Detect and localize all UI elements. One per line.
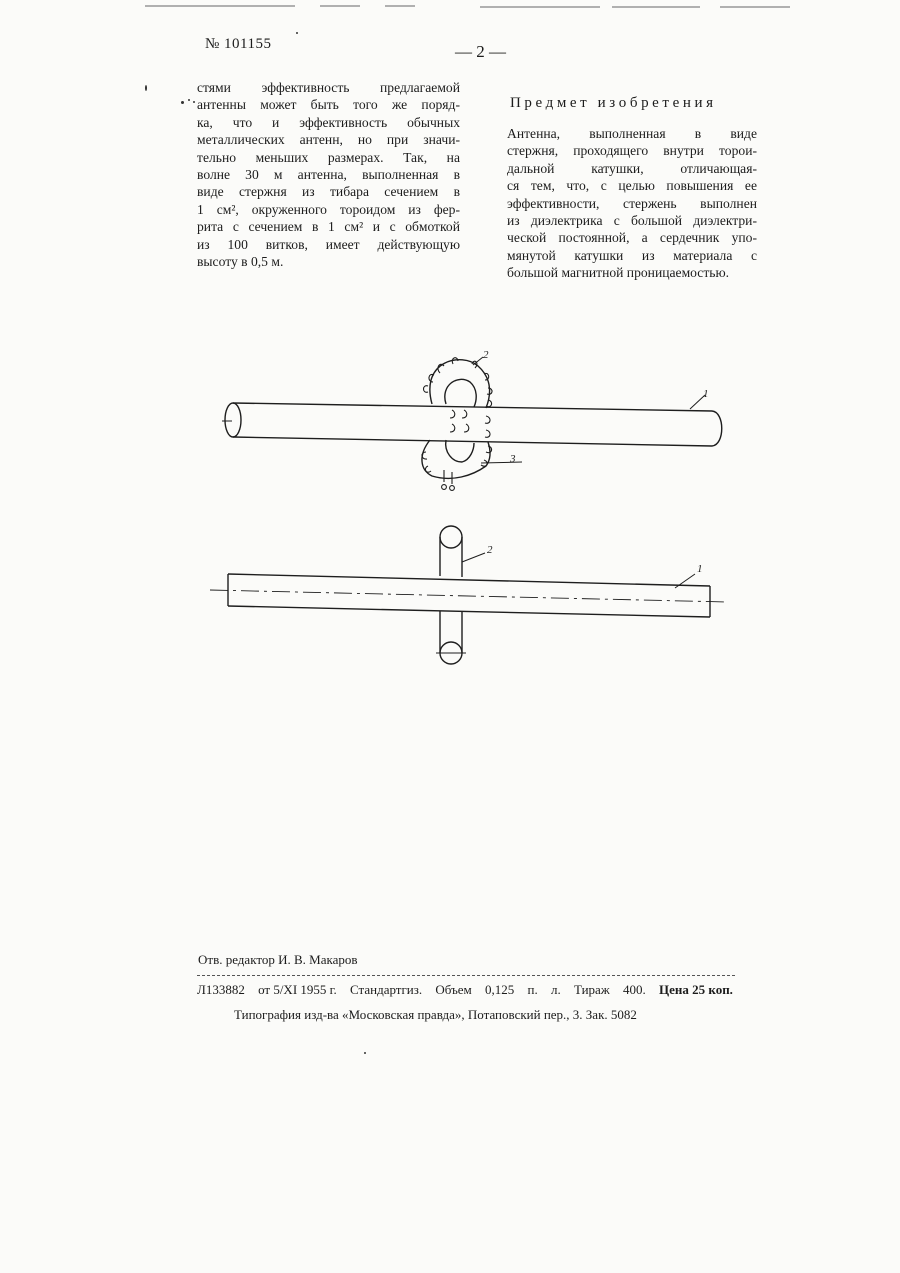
- text-line: тельно меньших размерах. Так, на: [197, 149, 460, 165]
- text-line: из 100 витков, имеет действующую: [197, 236, 460, 252]
- scan-speck: [193, 101, 195, 103]
- price: Цена 25 коп.: [659, 982, 733, 997]
- text-line: дальной катушки, отличающая-: [507, 160, 757, 176]
- scan-speck: [145, 85, 147, 91]
- text-line: из диэлектрика с большой диэлектри-: [507, 213, 757, 229]
- print-run-value: 400.: [623, 982, 646, 997]
- text-line: рита с сечением в 1 см² и с обмоткой: [197, 219, 460, 235]
- text-line: мянутой катушки из материала с: [507, 247, 757, 263]
- figure-side-view: [210, 526, 728, 664]
- printer-line: Типография изд-ва «Московская правда», Потаповский пер., 3. Зак. 5082: [234, 1007, 637, 1022]
- figure-perspective: [222, 357, 722, 490]
- footer-rule: [197, 975, 735, 976]
- volume-unit-l: л.: [550, 982, 561, 997]
- rod: [210, 574, 728, 617]
- text-line: стержня, проходящего внутри торои-: [507, 143, 757, 159]
- scan-edge-marks: [145, 6, 790, 7]
- text-line: ческой постоянной, а сердечник упо-: [507, 230, 757, 246]
- scan-speck: [296, 32, 298, 34]
- volume-value: 0,125: [485, 982, 515, 997]
- scan-speck: [181, 101, 184, 104]
- scan-speck: [188, 99, 190, 101]
- text-line: 1 см², окруженного тороидом из фер-: [197, 201, 460, 217]
- text-line: ка, что и эффективность обычных: [197, 114, 460, 130]
- patent-number: № 101155: [205, 36, 272, 52]
- text-line: виде стержня из тибара сечением в: [197, 184, 460, 200]
- label-toroid-top: 2: [483, 349, 489, 361]
- text-line: металлических антенн, но при значи-: [197, 132, 460, 148]
- publisher: Стандартгиз.: [350, 982, 423, 997]
- label-rod-bottom: 1: [697, 563, 703, 575]
- imprint-line: [197, 982, 733, 998]
- text-line: эффективности, стержень выполнен: [507, 195, 757, 211]
- claim-heading: Предмет изобретения: [510, 95, 717, 111]
- imprint-date: от 5/XI 1955 г.: [258, 982, 337, 997]
- text-line: Антенна, выполненная в виде: [507, 126, 757, 141]
- page-number: — 2 —: [455, 42, 506, 61]
- scan-speck: [364, 1052, 366, 1054]
- print-run-label: Тираж: [573, 982, 610, 997]
- text-line: ся тем, что, с целью повышения ее: [507, 178, 757, 194]
- volume-label: Объем: [435, 982, 472, 997]
- text-line: высоту в 0,5 м.: [197, 254, 284, 270]
- text-line: большой магнитной проницаемостью.: [507, 265, 730, 281]
- text-line: волне 30 м антенна, выполненная в: [197, 167, 460, 183]
- volume-unit-p: п.: [527, 982, 538, 997]
- label-rod-top: 1: [703, 388, 709, 400]
- label-toroid-bottom: 2: [487, 544, 493, 556]
- order-number: Л133882: [197, 982, 245, 997]
- label-winding-top: 3: [510, 453, 516, 465]
- editor-line: Отв. редактор И. В. Макаров: [198, 952, 358, 967]
- text-line: стями эффективность предлагаемой: [197, 80, 460, 95]
- rod: [222, 403, 722, 446]
- toroid: [422, 360, 490, 479]
- text-line: антенны может быть того же поряд-: [197, 97, 460, 113]
